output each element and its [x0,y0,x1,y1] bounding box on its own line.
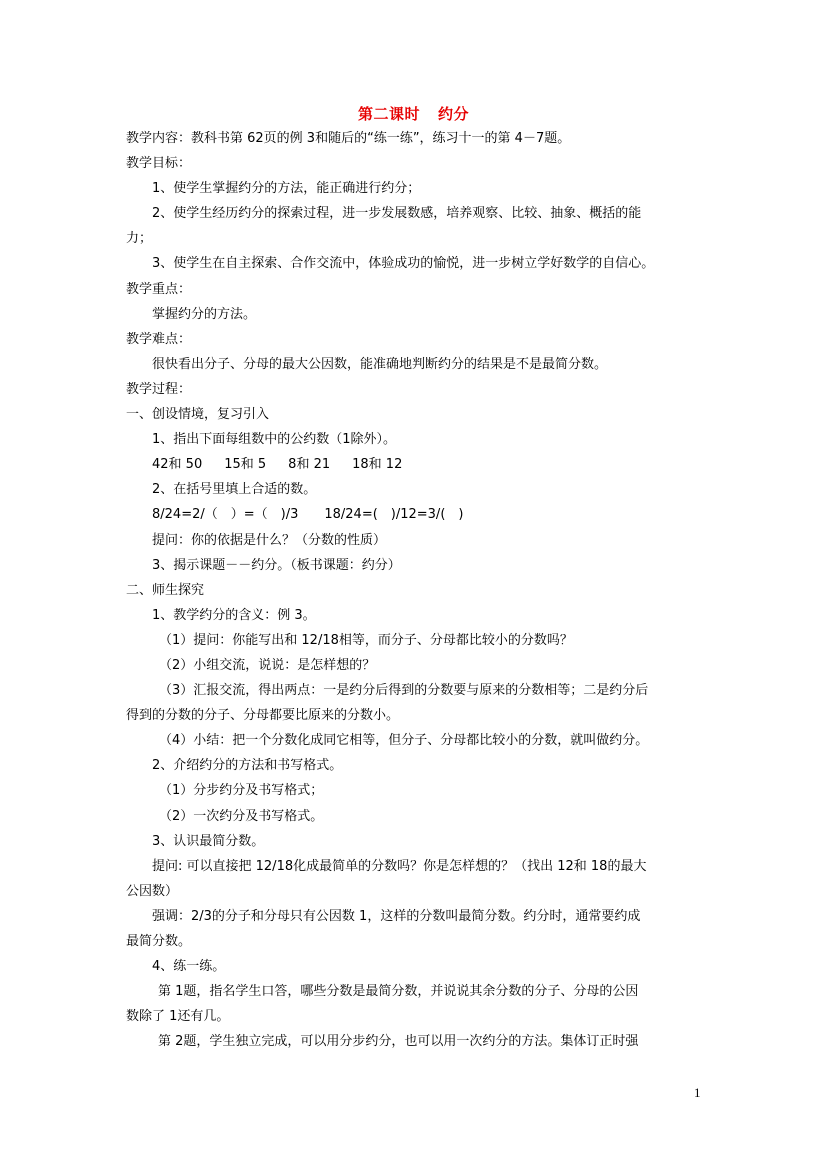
simplest-question-part-2: 公因数） [126,883,179,899]
practice-1-part-1: 第 1题，指名学生口答，哪些分数是最简分数，并说说其余分数的分子、分母的公因 [158,984,639,1000]
step-3-report-part-1: （3）汇报交流，得出两点：一是约分后得到的分数要与原来的分数相等；二是约分后 [159,683,649,699]
section-2-heading: 二、师生探究 [126,582,205,598]
document-body [126,126,706,1054]
review-item-2: 2、在括号里填上合适的数。 [152,482,317,498]
number-group-4: 18和 12 [352,457,403,473]
method-intro-item: 2、介绍约分的方法和书写格式。 [152,758,343,774]
simplest-question-part-1: 提问: 可以直接把 12/18化成最简单的分数吗？你是怎样想的？（找出 12和 18的最大 [152,858,647,874]
objective-2-part-2: 力； [126,231,153,247]
emphasis-part-1: 强调：2/3的分子和分母只有公因数 1，这样的分数叫最简分数。约分时，通常要约成 [152,908,641,924]
teaching-content-line: 教学内容：教科书第 62页的例 3和随后的“练一练”，练习十一的第 4－7题。 [126,131,571,146]
question-basis: 提问：你的依据是什么？（分数的性质） [152,532,387,548]
practice-heading: 4、练一练。 [152,959,226,975]
step-3-report-part-2: 得到的分数的分子、分母都要比原来的分数小。 [126,708,400,724]
teaching-difficulty-heading: 教学难点： [126,331,192,347]
method-step-2: （2）一次约分及书写格式。 [159,808,324,824]
reveal-topic: 3、揭示课题－－约分。（板书课题：约分） [152,557,401,573]
simplest-fraction-item: 3、认识最简分数。 [152,833,265,849]
review-item-1: 1、指出下面每组数中的公约数（1除外）。 [152,432,397,448]
teaching-focus-heading: 教学重点： [126,281,192,297]
objective-1: 1、使学生掌握约分的方法，能正确进行约分； [152,181,421,197]
lesson-title-part-2: 约分 [438,105,470,123]
objective-2-part-1: 2、使学生经历约分的探索过程，进一步发展数感，培养观察、比较、抽象、概括的能 [152,206,642,222]
fraction-fill-in: 8/24=2/（ ）=（ )/3 18/24=( )/12=3/( ) [152,507,464,523]
teaching-focus-text: 掌握约分的方法。 [152,306,257,322]
teaching-difficulty-text: 很快看出分子、分母的最大公因数，能准确地判断约分的结果是不是最简分数。 [152,356,608,372]
number-group-1: 42和 50 [152,457,203,473]
teaching-objectives-heading: 教学目标： [126,156,192,172]
practice-1-part-2: 数除了 1还有几。 [126,1009,230,1025]
method-step-1: （1）分步约分及书写格式； [159,783,324,799]
teach-meaning-item: 1、教学约分的含义：例 3。 [152,607,316,623]
number-groups [126,452,706,477]
number-group-3: 8和 21 [288,457,331,473]
lesson-title [0,103,827,125]
step-2-group-discussion: （2）小组交流，说说：是怎样想的？ [159,657,376,673]
lesson-title-part-1: 第二课时 [357,105,420,123]
step-1-question: （1）提问：你能写出和 12/18相等，而分子、分母都比较小的分数吗？ [159,632,573,648]
page-number: 1 [694,1085,701,1100]
objective-3: 3、使学生在自主探索、合作交流中，体验成功的愉悦，进一步树立学好数学的自信心。 [152,256,655,272]
section-1-heading: 一、创设情境，复习引入 [126,407,270,423]
teaching-process-heading: 教学过程： [126,381,192,397]
practice-2-part-1: 第 2题，学生独立完成，可以用分步约分，也可以用一次约分的方法。集体订正时强 [158,1034,639,1050]
step-4-summary: （4）小结：把一个分数化成同它相等，但分子、分母都比较小的分数，就叫做约分。 [159,733,649,749]
number-group-2: 15和 5 [224,457,267,473]
emphasis-part-2: 最简分数。 [126,934,192,949]
